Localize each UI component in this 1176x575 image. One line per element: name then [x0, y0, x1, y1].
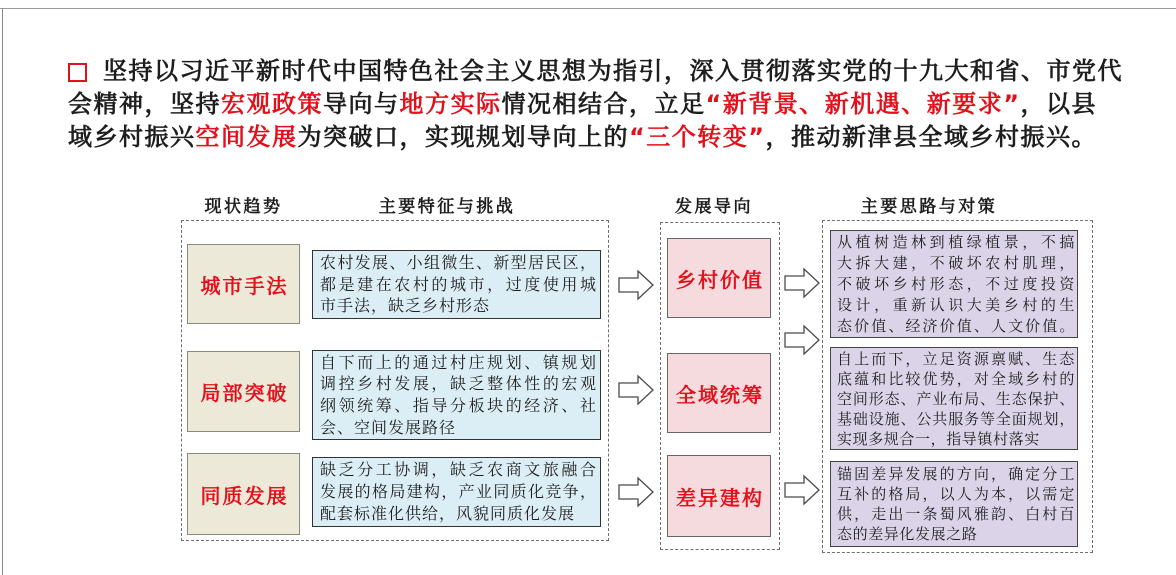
top-rule [0, 8, 1176, 9]
orientation-label: 乡村价值 [676, 267, 764, 292]
feature-line: 纲领统筹、指导分板块的经济、社 [320, 396, 597, 415]
strategy-line: 从植树造林到植绿植景，不搞 [837, 232, 1075, 251]
hollow-right-arrow-icon [784, 268, 820, 298]
hollow-right-arrow-icon [784, 475, 820, 505]
header-strategies: 主要思路与对策 [860, 197, 998, 217]
intro-text: 会精神，坚持 [68, 90, 221, 118]
orientation-label: 全域统筹 [676, 382, 764, 407]
hollow-right-arrow-icon [618, 375, 654, 405]
left-rule [2, 8, 3, 575]
strategy-box [830, 230, 1078, 338]
trend-box [187, 453, 300, 535]
strategy-line: 态的差异化发展之路 [837, 525, 978, 543]
intro-text: 情况相结合，立足 [501, 90, 706, 118]
intro-highlight: “新背景、新机遇、新要求” [705, 90, 1021, 118]
strategy-box [830, 347, 1078, 450]
strategy-line: 空间形态、产业布局、生态保护、 [837, 389, 1075, 408]
strategy-box [830, 461, 1078, 547]
hollow-right-arrow-icon [618, 477, 654, 507]
strategy-line: 态价值、经济价值、人文价值。 [837, 316, 1075, 335]
intro-line-1 [68, 55, 1158, 88]
header-features: 主要特征与挑战 [378, 197, 516, 217]
feature-line: 配套标准化供给，风貌同质化发展 [320, 503, 576, 523]
feature-line: 调控乡村发展，缺乏整体性的宏观 [320, 374, 597, 394]
orientation-box [667, 353, 771, 433]
intro-text: 导向与 [323, 90, 400, 118]
trend-box [187, 351, 300, 432]
orientation-box [667, 455, 771, 537]
feature-box [312, 457, 601, 527]
feature-line: 自下而上的通过村庄规划、镇规划 [320, 352, 597, 372]
intro-line-2 [68, 88, 1158, 121]
strategy-line: 实现多规合一，指导镇村落实 [837, 429, 1040, 448]
orientation-label: 差异建构 [676, 485, 764, 510]
feature-box [312, 250, 601, 319]
hollow-right-arrow-icon [784, 325, 820, 355]
trend-label: 同质发展 [200, 483, 289, 508]
trend-label: 城市手法 [200, 273, 289, 298]
feature-line: 会、空间发展路径 [320, 417, 457, 437]
intro-highlight: “三个转变” [629, 123, 766, 151]
feature-line: 缺乏分工协调，缺乏农商文旅融合 [320, 460, 597, 480]
intro-text: 坚持以习近平新时代中国特色社会主义思想为指引，深入贯彻落实党的十九大和省、市党代 [103, 57, 1123, 85]
intro-text: 域乡村振兴 [68, 123, 196, 151]
intro-highlight: 地方实际 [399, 90, 502, 118]
header-orientation: 发展导向 [675, 197, 753, 217]
intro-paragraph [68, 55, 1158, 154]
strategy-line: 大拆大建，不破坏农村肌理， [837, 253, 1075, 272]
intro-highlight: 宏观政策 [221, 90, 323, 118]
intro-text: ，推动新津县全域乡村振兴。 [765, 123, 1098, 151]
strategy-line: 底蕴和比较优势，对全域乡村的 [837, 369, 1075, 388]
hollow-right-arrow-icon [618, 270, 654, 300]
trend-label: 局部突破 [200, 381, 289, 405]
feature-line: 农村发展、小组微生、新型居民区， [320, 252, 597, 272]
strategy-line: 锚固差异发展的方向，确定分工 [837, 465, 1075, 483]
intro-line-3 [68, 121, 1158, 154]
intro-text: 为突破口，实现规划导向上的 [297, 123, 629, 151]
feature-box [312, 350, 601, 440]
strategy-line: 设计，重新认识大美乡村的生 [837, 295, 1075, 314]
strategy-line: 基础设施、公共服务等全面规划， [837, 409, 1075, 428]
strategy-line: 不破坏乡村形态，不过度投资 [837, 274, 1075, 293]
intro-text: ，以县 [1020, 90, 1098, 118]
strategy-line: 供，走出一条蜀风雅韵、白村百 [837, 505, 1075, 523]
intro-highlight: 空间发展 [195, 123, 298, 151]
header-trends: 现状趋势 [204, 197, 283, 217]
strategy-line: 自上而下，立足资源禀赋、生态 [837, 349, 1075, 368]
trend-box [187, 244, 300, 324]
feature-line: 都是建在农村的城市，过度使用城 [320, 274, 597, 294]
feature-line: 发展的格局建构，产业同质化竞争， [320, 482, 597, 502]
feature-line: 市手法，缺乏乡村形态 [320, 296, 491, 316]
strategy-line: 互补的格局，以人为本，以需定 [837, 485, 1075, 503]
orientation-box [667, 238, 771, 318]
